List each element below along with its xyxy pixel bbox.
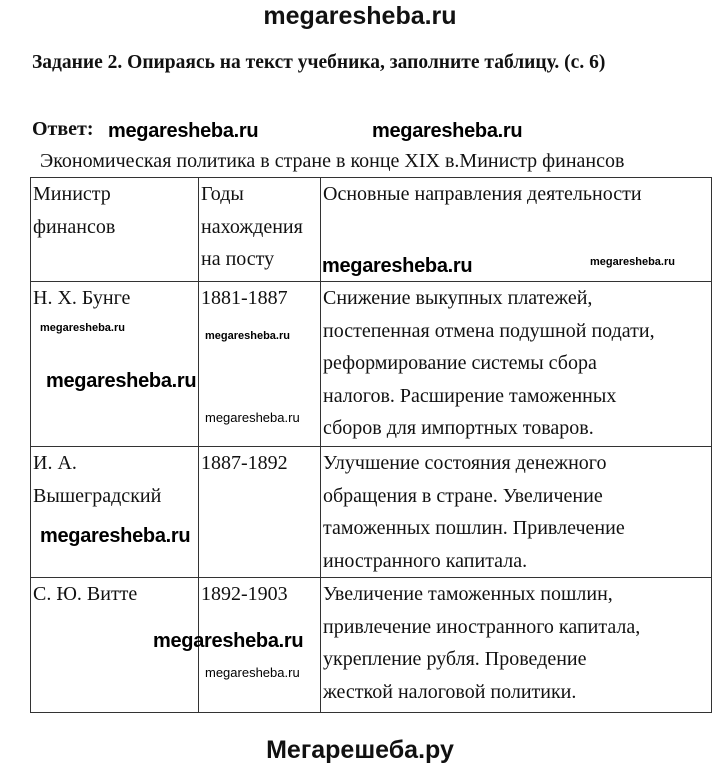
cell-line: привлечение иностранного капитала, [323, 615, 641, 638]
cell-line: Снижение выкупных платежей, [323, 287, 593, 309]
cell-activity [321, 282, 712, 447]
cell-years: 1892-1903 [199, 578, 321, 713]
header-line: Годы [201, 183, 244, 205]
cell-line: С. Ю. Витте [33, 583, 138, 605]
cell-activity [321, 447, 712, 578]
watermark: megaresheba.ru [153, 630, 304, 652]
cell-line: укрепление рубля. Проведение [323, 648, 587, 670]
watermark: megaresheba.ru [108, 120, 259, 142]
header-line: Основные направления деятельности [323, 183, 642, 205]
cell-line: таможенных пошлин. Привлечение [323, 517, 625, 539]
cell-years: 1881-1887 [199, 282, 321, 447]
cell-activity [321, 578, 712, 713]
watermark: megaresheba.ru [40, 525, 191, 547]
header-line: Министр [33, 183, 111, 205]
footer-brand: Мегарешеба.ру [266, 736, 454, 764]
cell-line: жесткой налоговой политики. [323, 680, 577, 703]
cell-line: реформирование системы сбора [323, 352, 597, 374]
cell-line: Улучшение состояния денежного [323, 452, 607, 474]
header-minister [31, 178, 199, 282]
table-caption: Экономическая политика в стране в конце XIX в.Министр финансов [40, 150, 625, 172]
header-years [199, 178, 321, 282]
cell-line: иностранного капитала. [323, 549, 528, 572]
site-title: megaresheba.ru [263, 2, 457, 30]
watermark: megaresheba.ru [590, 256, 675, 268]
header-line: нахождения [201, 215, 303, 238]
task-heading: Задание 2. Опираясь на текст учебника, заполните таблицу. (с. 6) [32, 52, 606, 73]
header-line: на посту [201, 248, 275, 270]
table-row [31, 447, 712, 578]
cell-minister [31, 282, 199, 447]
cell-line: сборов для импортных товаров. [323, 417, 594, 439]
cell-line: Вышеградский [33, 484, 162, 507]
cell-line: обращения в стране. Увеличение [323, 484, 603, 507]
watermark: megaresheba.ru [40, 322, 125, 334]
cell-line: Увеличение таможенных пошлин, [323, 583, 613, 605]
watermark: megaresheba.ru [205, 410, 300, 425]
watermark: megaresheba.ru [205, 665, 300, 680]
cell-line: И. А. [33, 452, 77, 474]
watermark: megaresheba.ru [205, 330, 290, 342]
cell-line: налогов. Расширение таможенных [323, 384, 617, 407]
header-line: финансов [33, 215, 116, 238]
cell-minister [31, 447, 199, 578]
watermark: megaresheba.ru [46, 370, 197, 392]
answer-label: Ответ: [32, 118, 94, 140]
watermark: megaresheba.ru [322, 255, 473, 277]
cell-years: 1887-1892 [199, 447, 321, 578]
watermark: megaresheba.ru [372, 120, 523, 142]
table-row [31, 282, 712, 447]
table-row [31, 578, 712, 713]
cell-line: постепенная отмена подушной подати, [323, 319, 655, 342]
cell-line: Н. Х. Бунге [33, 287, 131, 309]
